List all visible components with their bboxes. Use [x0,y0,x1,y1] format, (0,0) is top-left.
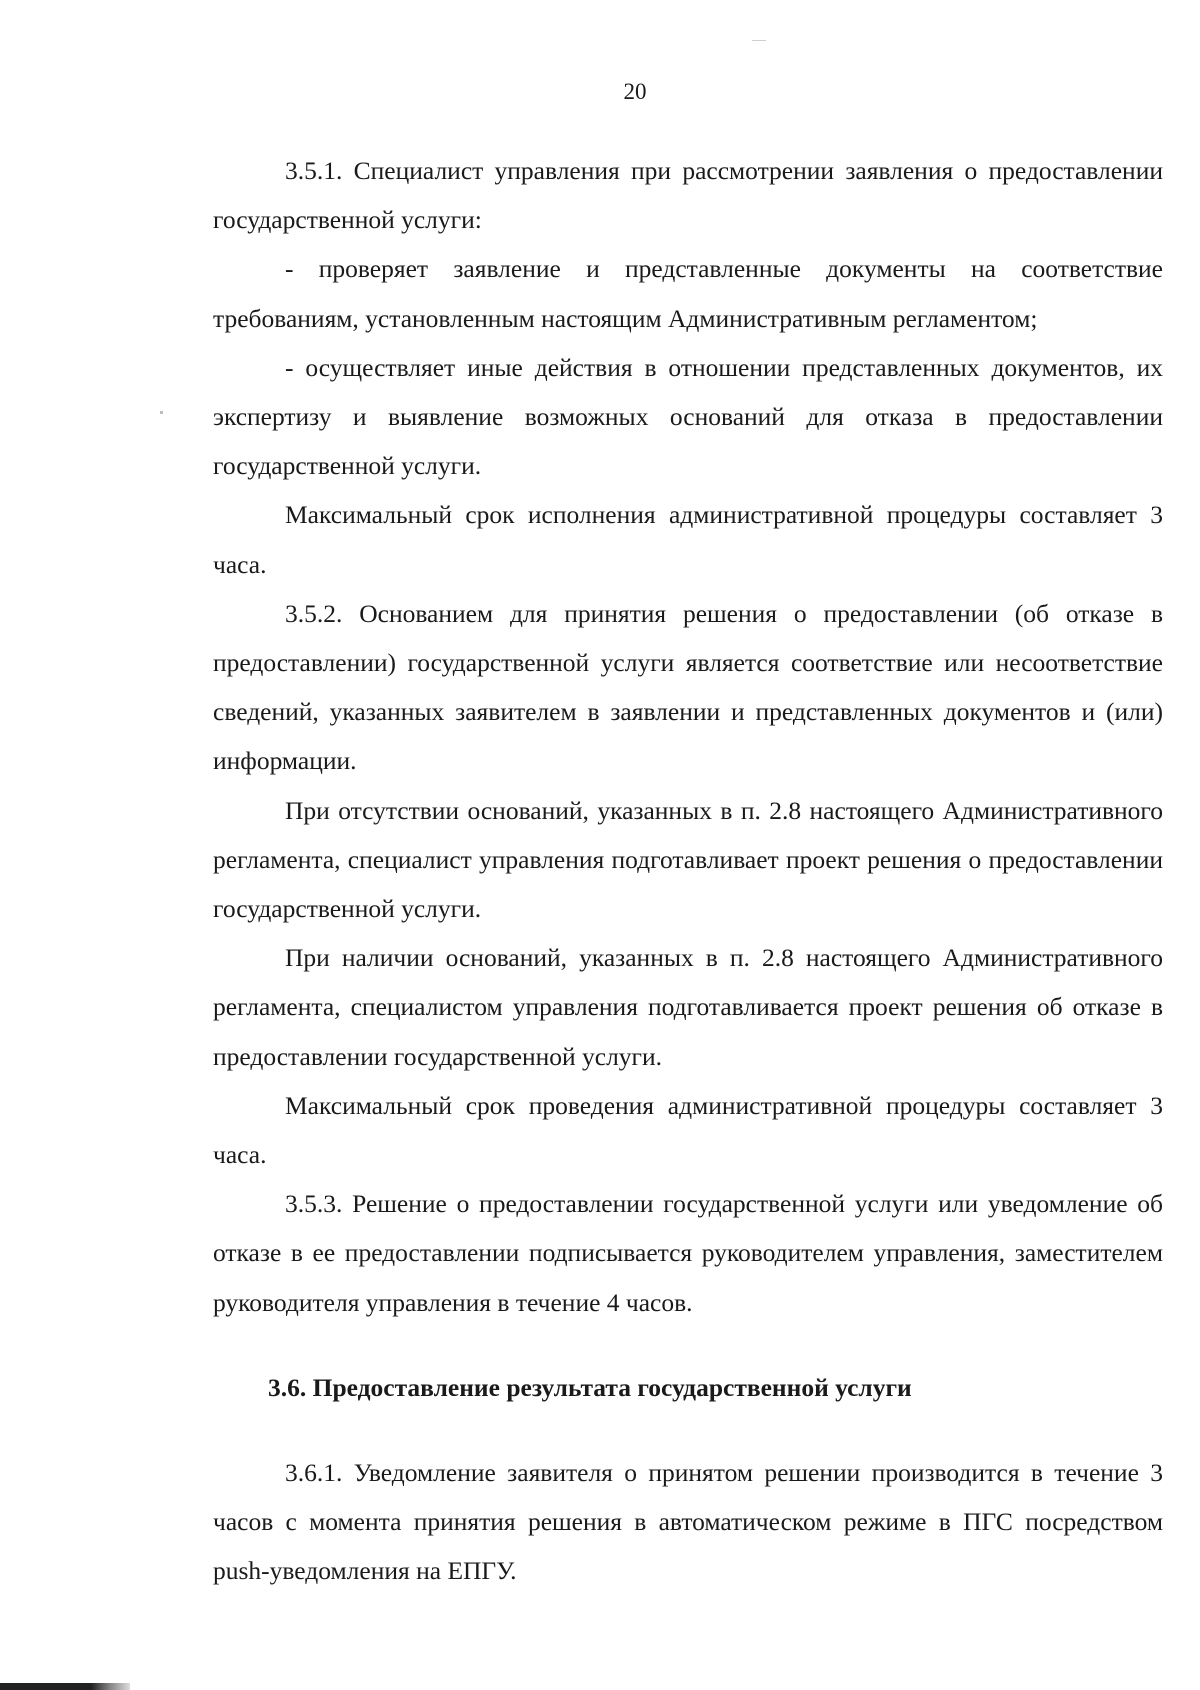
paragraph-check-documents: - проверяет заявление и представленные документы на соответствие требованиям, установленным настоящим Административным регламентом; [213,254,1163,333]
scan-artifact-bottom [0,1683,130,1690]
paragraph-3-6-1: 3.6.1. Уведомление заявителя о принятом решении производится в течение 3 часов с момента принятия решения в автоматическом режиме в ПГС посредством push-уведомления на ЕПГУ. [213,1458,1163,1586]
paragraph-3-5-2: 3.5.2. Основанием для принятия решения о предоставлении (об отказе в предоставлении) государственной услуги является соответствие или несоответствие сведений, указанных заявителем в заявлении и представленных документов и (или) информации. [213,598,1163,776]
paragraph-max-time-1: Максимальный срок исполнения административной процедуры составляет 3 часа. [213,500,1163,579]
scan-artifact-top [752,40,766,41]
document-body [213,146,1163,1596]
paragraph-max-time-2: Максимальный срок проведения административной процедуры составляет 3 часа. [213,1090,1163,1170]
section-heading: 3.6. Предоставление результата государственной услуги [268,1372,912,1402]
paragraph-3-5-1: 3.5.1. Специалист управления при рассмотрении заявления о предоставлении государственной услуги: [213,156,1163,235]
page-number: 20 [623,79,647,104]
paragraph-no-grounds: При отсутствии оснований, указанных в п. 2.8 настоящего Административного регламента, специалист управления подготавливает проект решения о предоставлении государственной услуги. [213,795,1163,924]
paragraph-other-actions: - осуществляет иные действия в отношении представленных документов, их экспертизу и выявление возможных оснований для отказа в предоставлении государственной услуги. [213,352,1163,481]
scan-artifact-margin [160,411,163,414]
paragraph-grounds: При наличии оснований, указанных в п. 2.8 настоящего Административного регламента, специалистом управления подготавливается проект решения об отказе в предоставлении государственной услуги. [213,943,1163,1071]
paragraph-3-5-3: 3.5.3. Решение о предоставлении государственной услуги или уведомление об отказе в ее предоставлении подписывается руководителем управления, заместителем руководителя управления в течение 4 часов. [213,1189,1163,1317]
